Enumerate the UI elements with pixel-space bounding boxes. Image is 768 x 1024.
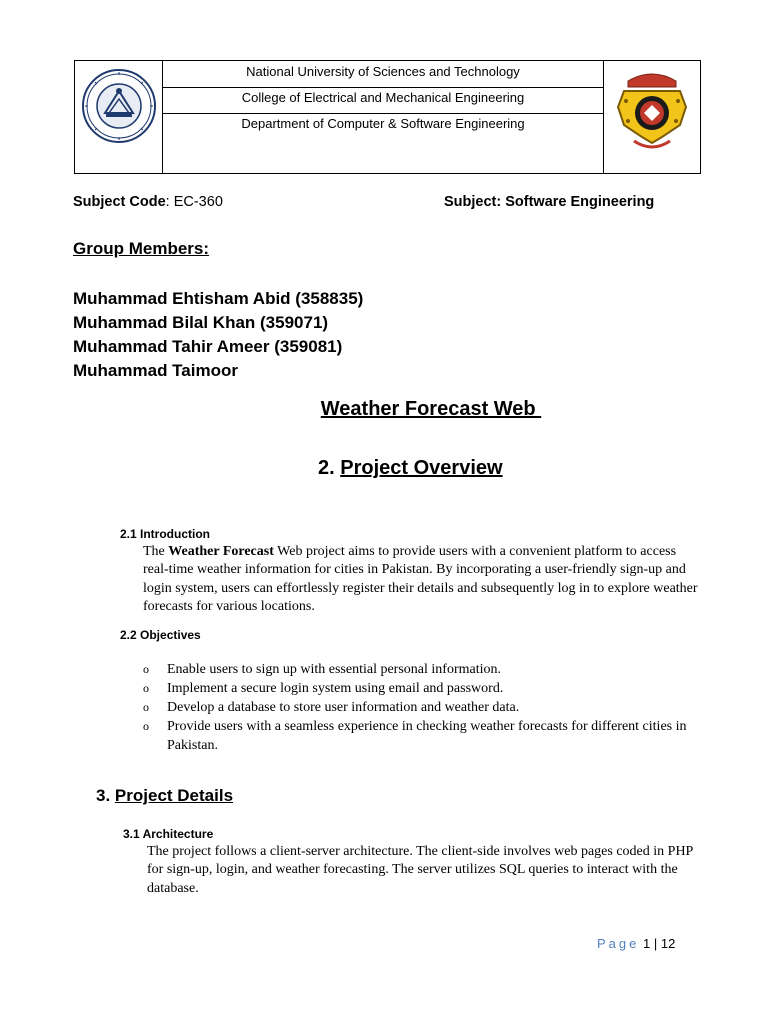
page-footer — [597, 936, 675, 951]
objective-text: Develop a database to store user information and weather data. — [167, 700, 520, 715]
list-item — [143, 698, 699, 717]
subject-code — [73, 194, 223, 210]
architecture-paragraph: The project follows a client-server architecture. The client-side involves web pages coded in PHP for sign-up, login, and weather forecasting. The server utilizes SQL queries to interact with the database. — [147, 844, 693, 896]
bullet-marker: o — [143, 662, 149, 676]
subject-code-value: : EC-360 — [165, 194, 223, 210]
header-university: National University of Sciences and Technology — [162, 61, 604, 88]
section-3-number: 3. — [96, 786, 111, 805]
eme-crest-icon — [604, 61, 700, 173]
bullet-marker: o — [143, 681, 149, 695]
page-separator: | — [653, 936, 658, 951]
objectives-list — [143, 660, 699, 755]
intro-text-before: The — [143, 544, 169, 559]
header-table — [74, 60, 701, 174]
intro-text-bold: Weather Forecast — [168, 544, 274, 559]
objectives-heading: 2.2 Objectives — [120, 628, 201, 642]
total-pages: 12 — [660, 936, 676, 951]
section-2-title: Project Overview — [340, 457, 503, 479]
subject-name: Subject: Software Engineering — [444, 194, 655, 210]
list-item — [143, 679, 699, 698]
objective-text: Implement a secure login system using email and password. — [167, 681, 504, 696]
header-college: College of Electrical and Mechanical Engineering — [162, 87, 604, 114]
section-2-heading — [318, 457, 503, 480]
intro-heading: 2.1 Introduction — [120, 527, 210, 541]
page-number: 1 — [643, 936, 651, 951]
section-3-heading — [96, 786, 233, 806]
member-item: Muhammad Bilal Khan (359071) — [73, 313, 329, 332]
member-item: Muhammad Ehtisham Abid (358835) — [73, 289, 364, 308]
member-item: Muhammad Tahir Ameer (359081) — [73, 337, 343, 356]
architecture-heading: 3.1 Architecture — [123, 827, 214, 841]
members-list — [73, 287, 363, 383]
bullet-marker: o — [143, 700, 149, 714]
objective-text: Provide users with a seamless experience in checking weather forecasts for different cities in Pakistan. — [167, 719, 687, 753]
page-label: Page — [597, 936, 640, 951]
subject-code-label: Subject Code — [73, 194, 166, 210]
nust-logo-icon — [75, 61, 162, 173]
document-title: Weather Forecast Web — [320, 398, 542, 420]
section-2-number: 2. — [318, 457, 335, 479]
group-members-title: Group Members: — [73, 239, 210, 258]
university-logo-cell — [75, 61, 163, 173]
objective-text: Enable users to sign up with essential personal information. — [167, 662, 501, 677]
list-item — [143, 717, 699, 755]
list-item — [143, 660, 699, 679]
section-3-title: Project Details — [114, 786, 234, 805]
header-department: Department of Computer & Software Engineering — [241, 116, 525, 131]
intro-paragraph — [143, 543, 699, 616]
bullet-marker: o — [143, 719, 149, 733]
member-item: Muhammad Taimoor — [73, 361, 238, 380]
intro-text-after: Web project aims to provide users with a convenient platform to access real-time weather information for cities in Pakistan. By incorporating a user-friendly sign-up and login system, users can effortlessly register their details and subsequently log in to explore weather forecasts for various locations. — [143, 544, 698, 614]
college-crest-cell — [603, 61, 700, 173]
